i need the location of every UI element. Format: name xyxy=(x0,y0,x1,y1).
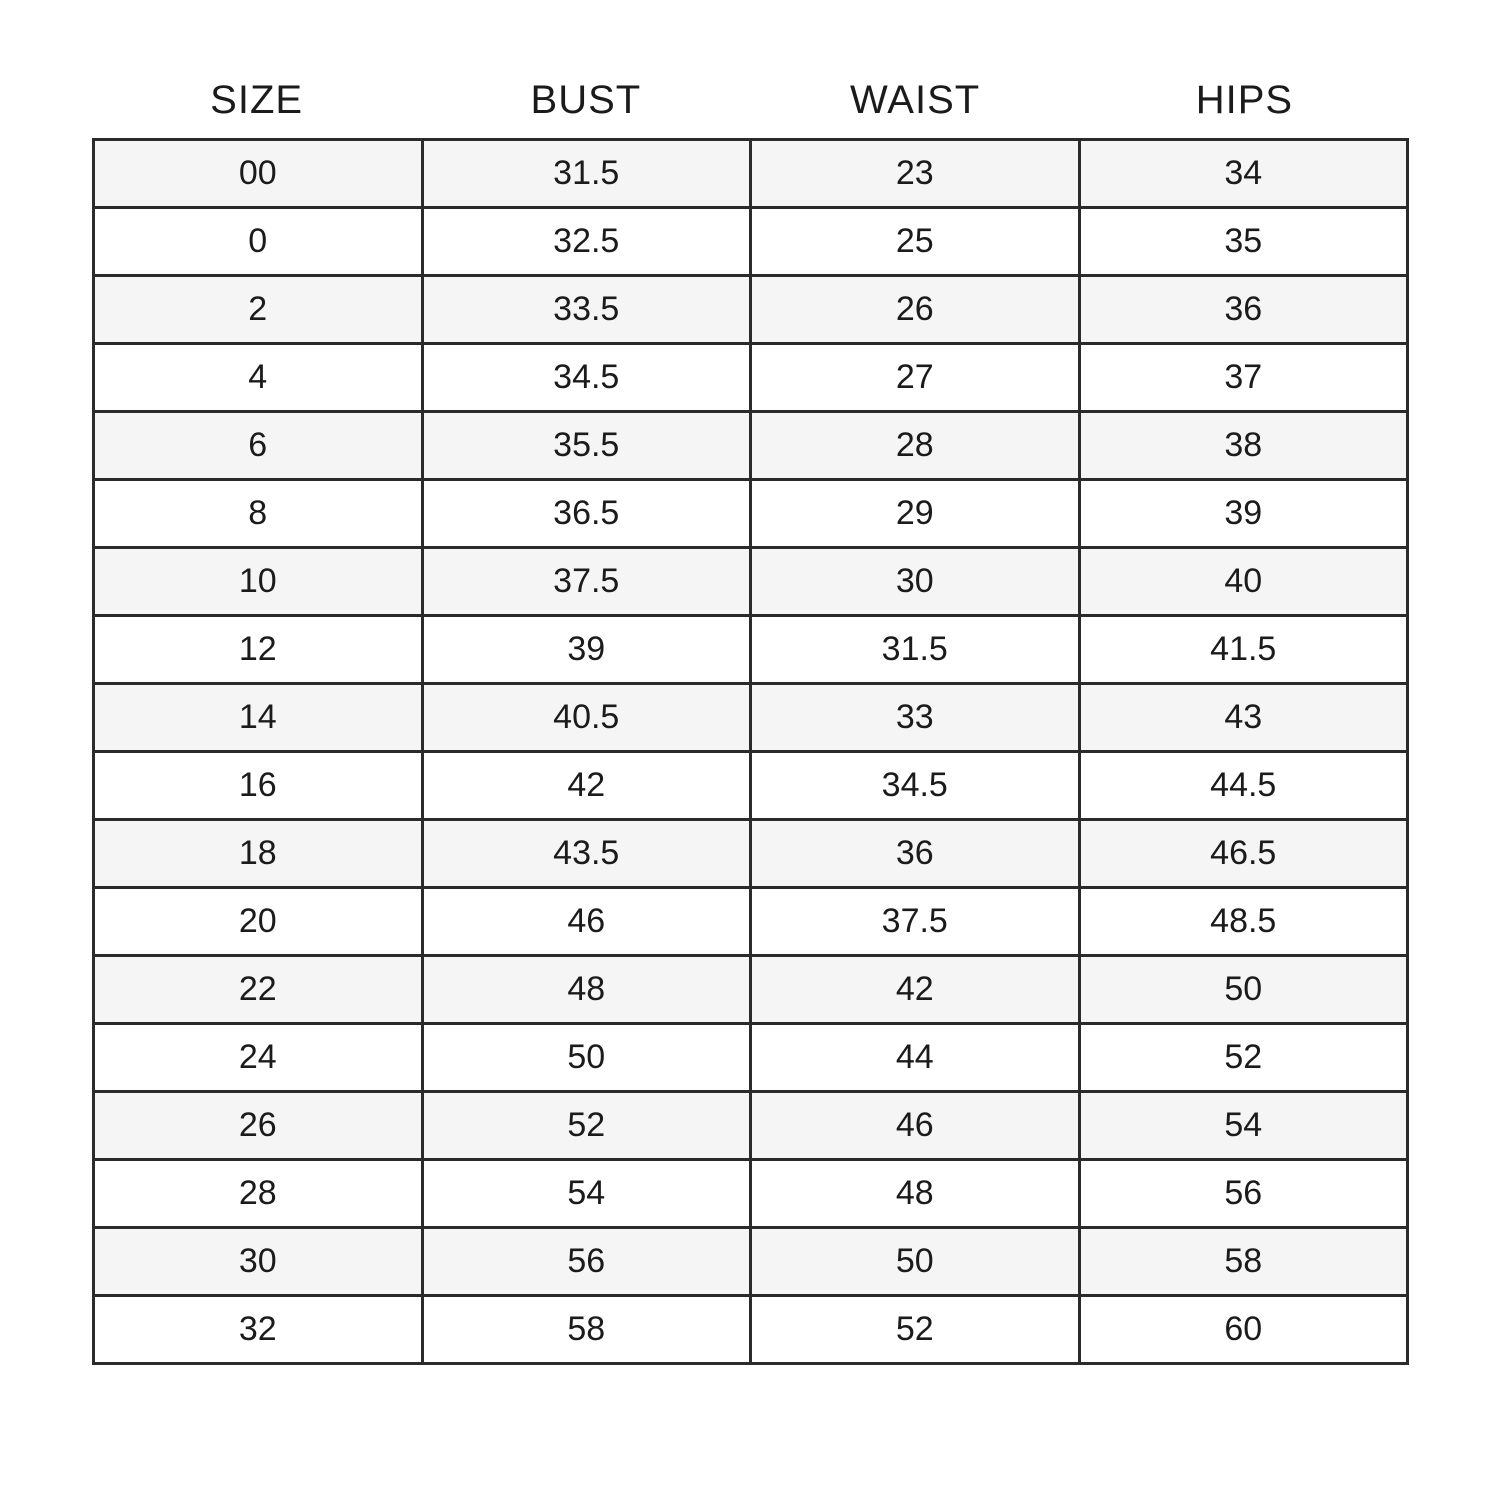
cell-size: 12 xyxy=(94,616,423,684)
cell-bust: 35.5 xyxy=(422,412,751,480)
table-row xyxy=(94,1296,1408,1364)
cell-waist: 31.5 xyxy=(751,616,1080,684)
cell-hips: 48.5 xyxy=(1079,888,1408,956)
cell-hips: 44.5 xyxy=(1079,752,1408,820)
cell-bust: 40.5 xyxy=(422,684,751,752)
cell-waist: 28 xyxy=(751,412,1080,480)
cell-size: 6 xyxy=(94,412,423,480)
cell-waist: 27 xyxy=(751,344,1080,412)
cell-size: 24 xyxy=(94,1024,423,1092)
cell-waist: 52 xyxy=(751,1296,1080,1364)
cell-hips: 43 xyxy=(1079,684,1408,752)
cell-hips: 41.5 xyxy=(1079,616,1408,684)
cell-size: 16 xyxy=(94,752,423,820)
cell-size: 00 xyxy=(94,140,423,208)
cell-waist: 44 xyxy=(751,1024,1080,1092)
cell-bust: 43.5 xyxy=(422,820,751,888)
cell-bust: 58 xyxy=(422,1296,751,1364)
cell-hips: 39 xyxy=(1079,480,1408,548)
cell-bust: 33.5 xyxy=(422,276,751,344)
table-row xyxy=(94,276,1408,344)
cell-hips: 46.5 xyxy=(1079,820,1408,888)
cell-size: 0 xyxy=(94,208,423,276)
cell-waist: 25 xyxy=(751,208,1080,276)
cell-waist: 48 xyxy=(751,1160,1080,1228)
cell-waist: 33 xyxy=(751,684,1080,752)
cell-hips: 35 xyxy=(1079,208,1408,276)
cell-bust: 42 xyxy=(422,752,751,820)
cell-hips: 38 xyxy=(1079,412,1408,480)
cell-bust: 37.5 xyxy=(422,548,751,616)
table-row xyxy=(94,548,1408,616)
cell-waist: 36 xyxy=(751,820,1080,888)
size-table xyxy=(92,138,1409,1365)
cell-waist: 34.5 xyxy=(751,752,1080,820)
header-hips: HIPS xyxy=(1195,77,1294,122)
table-row xyxy=(94,752,1408,820)
cell-size: 18 xyxy=(94,820,423,888)
cell-waist: 29 xyxy=(751,480,1080,548)
table-row xyxy=(94,1160,1408,1228)
header-bust: BUST xyxy=(530,77,642,122)
cell-hips: 54 xyxy=(1079,1092,1408,1160)
size-chart xyxy=(92,62,1409,1365)
cell-bust: 32.5 xyxy=(422,208,751,276)
cell-hips: 37 xyxy=(1079,344,1408,412)
table-row xyxy=(94,140,1408,208)
cell-size: 28 xyxy=(94,1160,423,1228)
cell-hips: 50 xyxy=(1079,956,1408,1024)
table-row xyxy=(94,412,1408,480)
cell-waist: 23 xyxy=(751,140,1080,208)
cell-size: 8 xyxy=(94,480,423,548)
table-row xyxy=(94,888,1408,956)
cell-waist: 37.5 xyxy=(751,888,1080,956)
cell-bust: 34.5 xyxy=(422,344,751,412)
table-row xyxy=(94,344,1408,412)
cell-bust: 52 xyxy=(422,1092,751,1160)
table-row xyxy=(94,1024,1408,1092)
cell-bust: 46 xyxy=(422,888,751,956)
cell-hips: 58 xyxy=(1079,1228,1408,1296)
cell-hips: 40 xyxy=(1079,548,1408,616)
cell-size: 4 xyxy=(94,344,423,412)
cell-hips: 36 xyxy=(1079,276,1408,344)
table-row xyxy=(94,820,1408,888)
cell-bust: 50 xyxy=(422,1024,751,1092)
cell-bust: 36.5 xyxy=(422,480,751,548)
header-size: SIZE xyxy=(210,77,304,122)
cell-size: 2 xyxy=(94,276,423,344)
cell-waist: 26 xyxy=(751,276,1080,344)
cell-bust: 56 xyxy=(422,1228,751,1296)
table-row xyxy=(94,1092,1408,1160)
cell-bust: 39 xyxy=(422,616,751,684)
cell-hips: 52 xyxy=(1079,1024,1408,1092)
table-row xyxy=(94,616,1408,684)
cell-bust: 31.5 xyxy=(422,140,751,208)
cell-size: 22 xyxy=(94,956,423,1024)
cell-size: 30 xyxy=(94,1228,423,1296)
cell-hips: 34 xyxy=(1079,140,1408,208)
table-row xyxy=(94,480,1408,548)
cell-size: 26 xyxy=(94,1092,423,1160)
cell-waist: 50 xyxy=(751,1228,1080,1296)
cell-hips: 60 xyxy=(1079,1296,1408,1364)
cell-bust: 54 xyxy=(422,1160,751,1228)
table-row xyxy=(94,956,1408,1024)
cell-waist: 46 xyxy=(751,1092,1080,1160)
cell-bust: 48 xyxy=(422,956,751,1024)
cell-size: 14 xyxy=(94,684,423,752)
header-row xyxy=(92,62,1409,138)
table-row xyxy=(94,1228,1408,1296)
cell-waist: 30 xyxy=(751,548,1080,616)
table-row xyxy=(94,684,1408,752)
table-row xyxy=(94,208,1408,276)
header-waist: WAIST xyxy=(850,77,981,122)
cell-waist: 42 xyxy=(751,956,1080,1024)
cell-size: 10 xyxy=(94,548,423,616)
cell-size: 32 xyxy=(94,1296,423,1364)
cell-hips: 56 xyxy=(1079,1160,1408,1228)
cell-size: 20 xyxy=(94,888,423,956)
table-body xyxy=(94,140,1408,1364)
